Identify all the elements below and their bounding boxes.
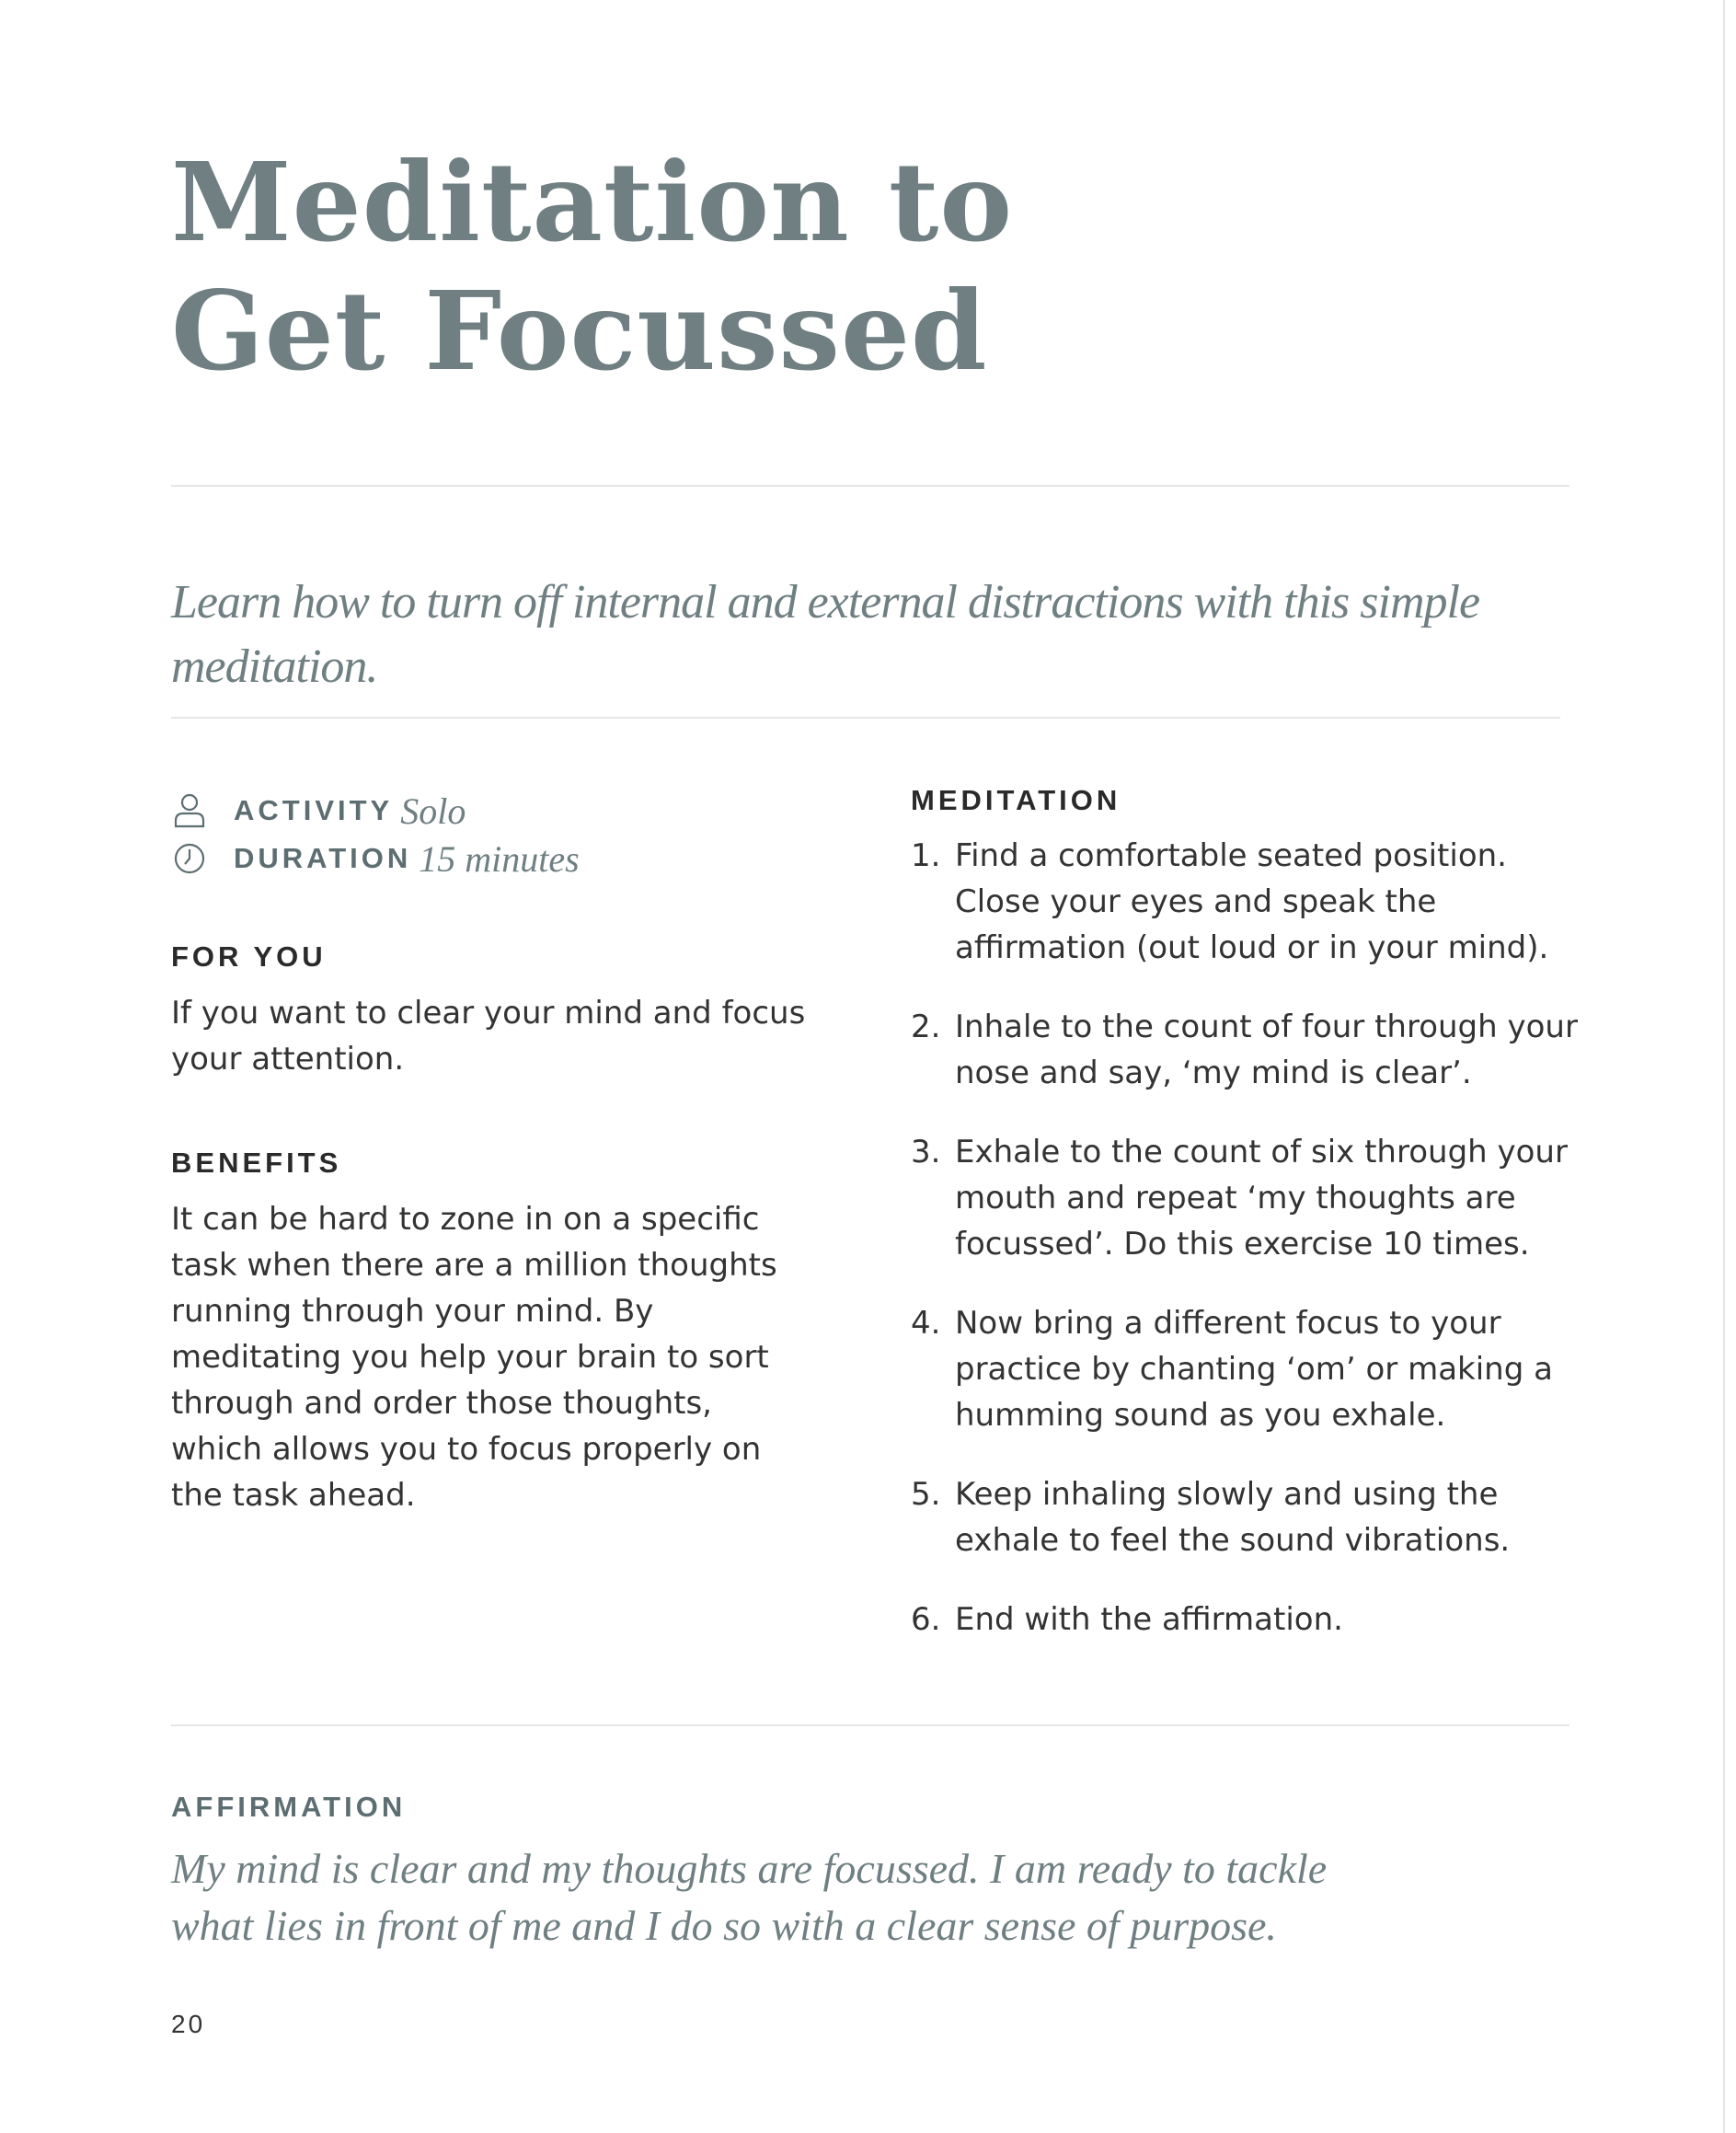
divider <box>171 717 1560 719</box>
step-item <box>911 1129 1582 1267</box>
benefits-text: It can be hard to zone in on a specific task when there are a million thoughts running through your mind. By meditating you help your brain to sort through and order those thoughts, which allows you to focus properly on the task ahead. <box>171 1201 777 1514</box>
activity-label: ACTIVITY <box>234 794 394 826</box>
step-item <box>911 1004 1582 1096</box>
page-title-line-1: Meditation to <box>171 138 1014 266</box>
affirmation-heading: AFFIRMATION <box>171 1791 407 1823</box>
page-title-line-2: Get Focussed <box>171 267 988 395</box>
clock-icon <box>171 840 208 877</box>
step-item <box>911 1471 1582 1563</box>
activity-value: Solo <box>400 790 466 832</box>
divider <box>171 1724 1569 1726</box>
step-number: 2. <box>911 1009 941 1045</box>
for-you-text: If you want to clear your mind and focus your attention. <box>171 995 806 1078</box>
person-icon <box>171 792 208 829</box>
step-item <box>911 833 1582 971</box>
step-item <box>911 1300 1582 1438</box>
page-number: 20 <box>171 2010 206 2038</box>
step-text: Inhale to the count of four through your nose and say, ‘my mind is clear’. <box>955 1009 1578 1091</box>
for-you-heading: FOR YOU <box>171 940 327 973</box>
page-edge <box>1723 0 1725 2133</box>
page-title <box>171 138 1013 396</box>
duration-row <box>171 835 815 882</box>
step-item <box>911 1597 1582 1643</box>
step-text: Now bring a different focus to your practice by chanting ‘om’ or making a humming sound as you exhale. <box>955 1305 1553 1434</box>
step-number: 4. <box>911 1305 941 1342</box>
step-text: Exhale to the count of six through your mouth and repeat ‘my thoughts are focussed’. Do this exercise 10 times. <box>955 1134 1568 1263</box>
meditation-steps <box>911 833 1582 1676</box>
step-number: 3. <box>911 1134 941 1170</box>
step-text: End with the affirmation. <box>955 1601 1343 1638</box>
duration-label: DURATION <box>234 842 412 874</box>
step-number: 5. <box>911 1476 941 1513</box>
duration-value: 15 minutes <box>419 837 580 880</box>
step-text: Find a comfortable seated position. Close your eyes and speak the affirmation (out loud or in your mind). <box>955 837 1549 966</box>
step-number: 6. <box>911 1601 941 1638</box>
step-number: 1. <box>911 837 941 874</box>
activity-row <box>171 787 815 835</box>
activity-meta <box>171 787 815 882</box>
step-text: Keep inhaling slowly and using the exhale to feel the sound vibrations. <box>955 1476 1511 1559</box>
meditation-heading: MEDITATION <box>911 784 1121 816</box>
benefits-heading: BENEFITS <box>171 1147 342 1179</box>
divider <box>171 485 1569 487</box>
subtitle: Learn how to turn off internal and external distractions with this simple meditation. <box>171 576 1480 693</box>
affirmation-text: My mind is clear and my thoughts are focussed. I am ready to tackle what lies in front of me and I do so with a clear sense of purpose. <box>171 1845 1328 1949</box>
